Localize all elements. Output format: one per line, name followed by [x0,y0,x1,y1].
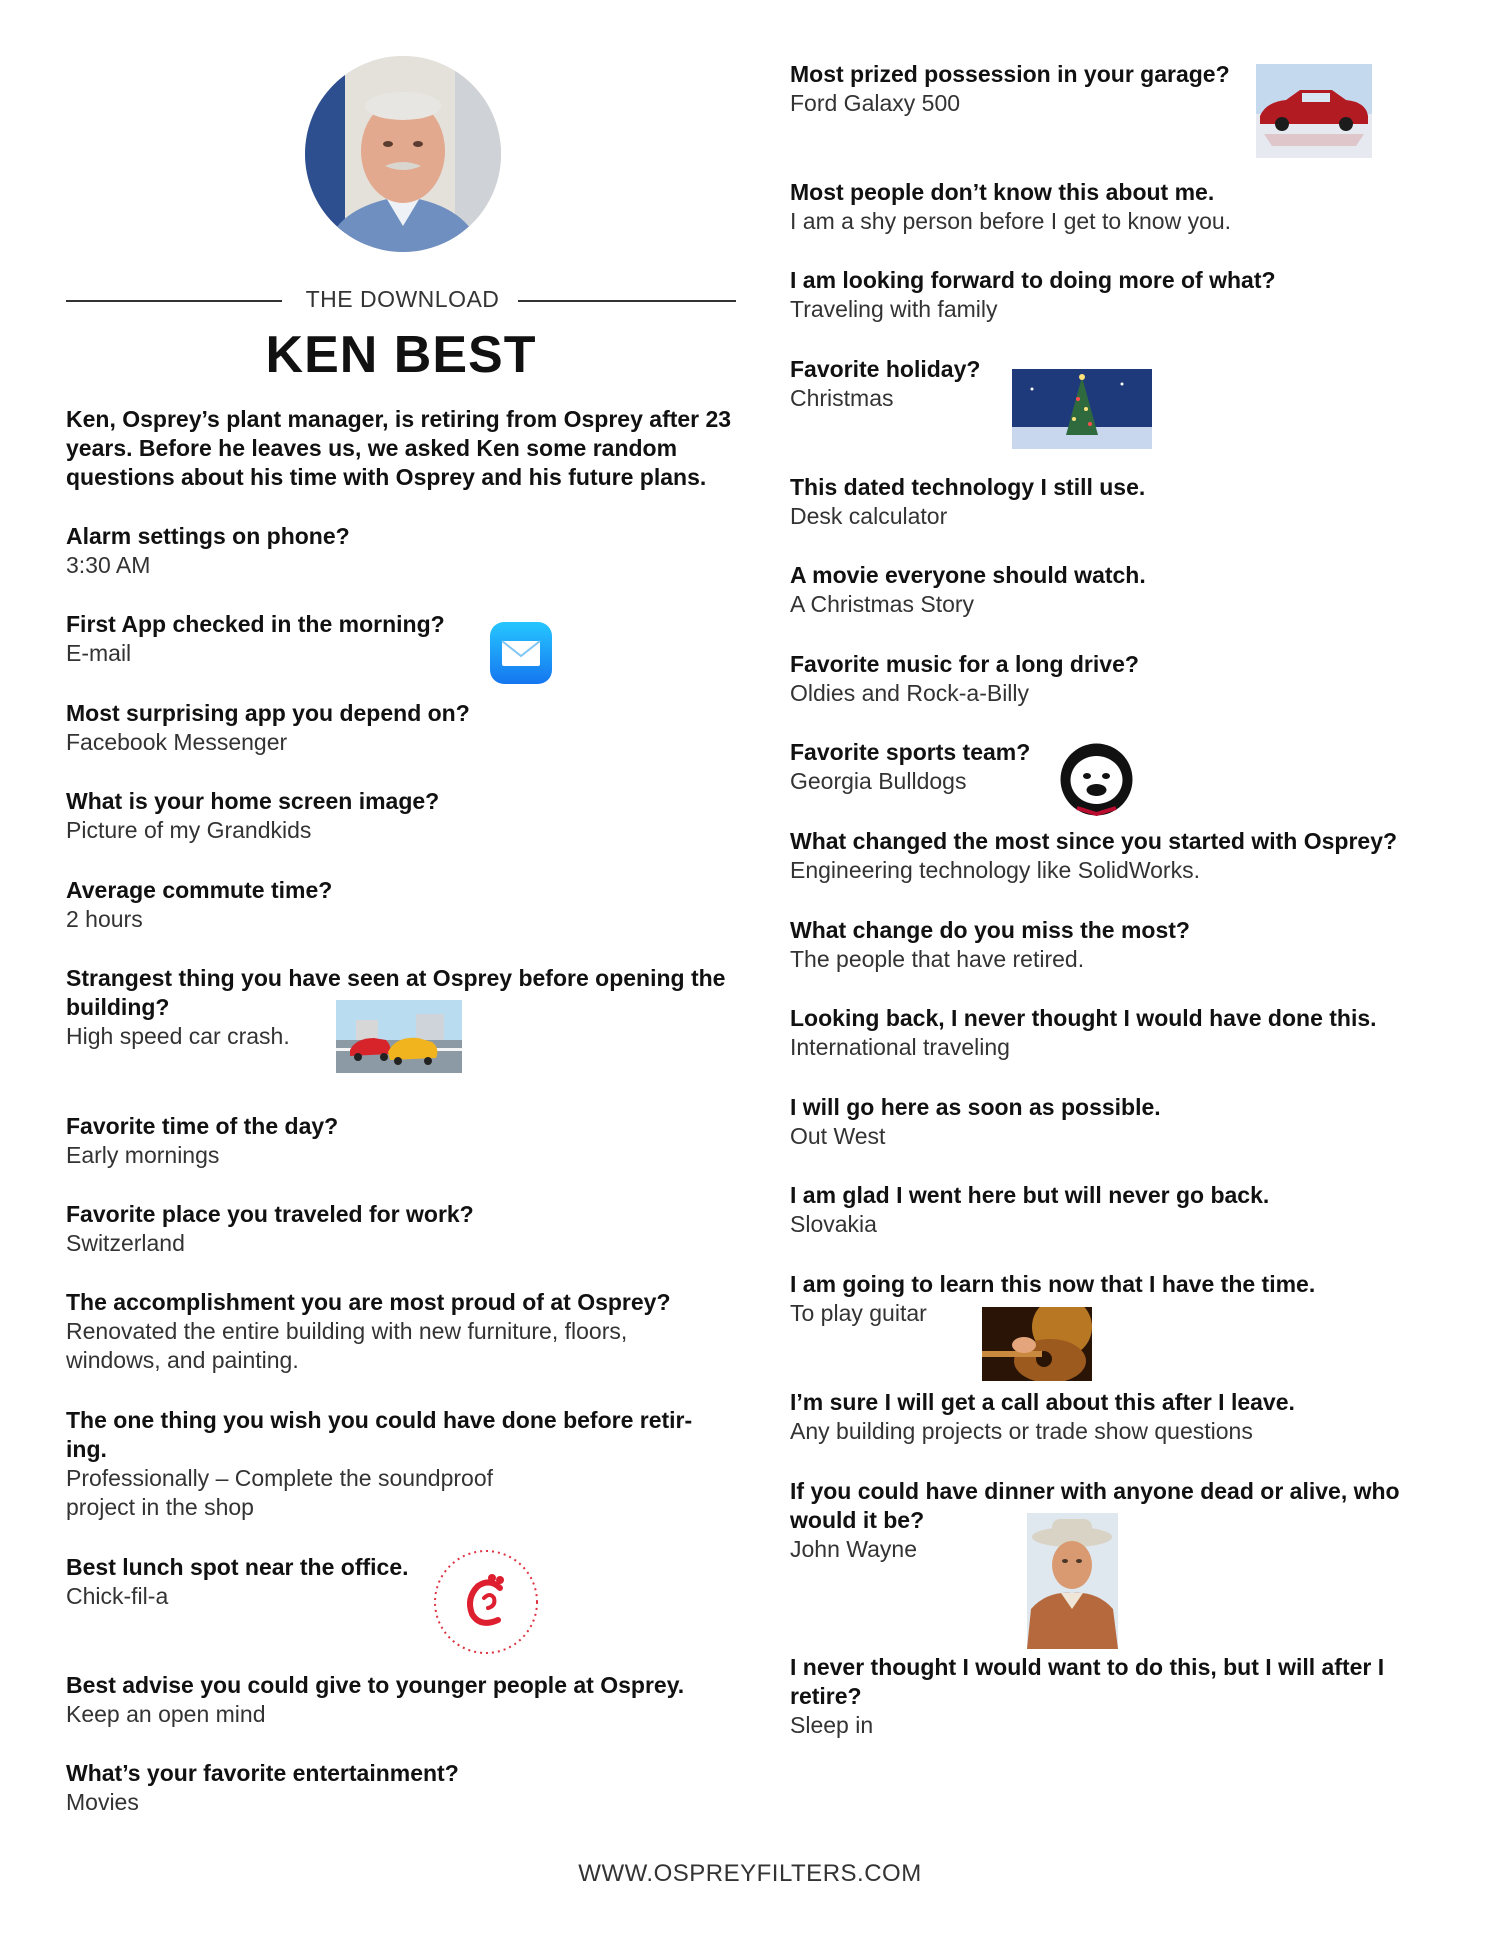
qa-item [66,1288,716,1375]
question: What changed the most since you started with Osprey? [790,828,1398,854]
answer: Facebook Messenger [66,729,288,755]
answer: I am a shy person before I get to know you. [790,208,1232,234]
question: I am looking forward to doing more of what? [790,267,1276,293]
answer: International traveling [790,1034,1010,1060]
answer: Professionally – Complete the soundproof project in the shop [66,1465,494,1520]
question: Favorite place you traveled for work? [66,1201,474,1227]
qa-item [66,1671,756,1729]
answer: Keep an open mind [66,1701,266,1727]
qa-item [66,610,746,668]
answer: Renovated the entire building with new furniture, floors, windows, and painting. [66,1318,628,1373]
question: Favorite time of the day? [66,1113,339,1139]
answer: Engineering technology like SolidWorks. [790,857,1200,883]
qa-item [790,1004,1470,1062]
qa-item [66,522,746,580]
john-wayne-image [1027,1513,1118,1649]
answer: Traveling with family [790,296,998,322]
qa-item [790,561,1450,619]
qa-item [790,1653,1425,1740]
question: I’m sure I will get a call about this after I leave. [790,1389,1295,1415]
qa-item [790,916,1450,974]
header-rule-right [518,300,736,302]
question: I am glad I went here but will never go back. [790,1182,1270,1208]
footer-url[interactable]: WWW.OSPREYFILTERS.COM [578,1860,922,1887]
answer: The people that have retired. [790,946,1085,972]
question: A movie everyone should watch. [790,562,1146,588]
question: Best advise you could give to younger people at Osprey. [66,1672,685,1698]
answer: 3:30 AM [66,552,151,578]
question: Average commute time? [66,877,333,903]
answer: A Christmas Story [790,591,975,617]
qa-item [66,1406,731,1522]
portrait-photo [305,56,501,252]
qa-item [66,1200,746,1258]
qa-item [66,699,746,757]
question: What is your home screen image? [66,788,440,814]
guitar-image [982,1307,1092,1381]
answer: Ford Galaxy 500 [790,90,961,116]
question: Most surprising app you depend on? [66,700,470,726]
page-title: KEN BEST [265,326,537,384]
section-kicker: THE DOWNLOAD [305,286,500,312]
qa-item [790,650,1450,708]
question: Favorite sports team? [790,739,1031,765]
question: The one thing you wish you could have done before retir-ing. [66,1407,693,1462]
question: Favorite music for a long drive? [790,651,1139,677]
car-crash-image [336,1000,462,1073]
answer: Georgia Bulldogs [790,768,967,794]
answer: Picture of my Grandkids [66,817,312,843]
answer: Early mornings [66,1142,220,1168]
answer: Christmas [790,385,894,411]
answer: John Wayne [790,1536,917,1562]
qa-item [66,876,746,934]
question: What’s your favorite entertainment? [66,1760,459,1786]
header-rule-left [66,300,282,302]
qa-item [66,1112,746,1170]
question: I am going to learn this now that I have the time. [790,1271,1316,1297]
question: If you could have dinner with anyone dead or alive, who would it be? [790,1478,1400,1533]
answer: Oldies and Rock-a-Billy [790,680,1030,706]
answer: To play guitar [790,1300,927,1326]
question: I will go here as soon as possible. [790,1094,1161,1120]
qa-item [66,1759,746,1817]
answer: Out West [790,1123,886,1149]
intro-paragraph: Ken, Osprey’s plant manager, is retiring from Osprey after 23 years. Before he leaves us, we asked Ken some random questions about his time with Osprey and his future plans. [66,406,732,490]
question: This dated technology I still use. [790,474,1146,500]
answer: E-mail [66,640,132,666]
answer: High speed car crash. [66,1023,290,1049]
question: I never thought I would want to do this, but I will after I retire? [790,1654,1385,1709]
answer: Movies [66,1789,139,1815]
question: Favorite holiday? [790,356,981,382]
christmas-tree-image [1012,369,1152,449]
question: Strangest thing you have seen at Osprey before opening the building? [66,965,726,1020]
question: Most prized possession in your garage? [790,61,1230,87]
qa-item [790,1093,1450,1151]
question: The accomplishment you are most proud of at Osprey? [66,1289,671,1315]
question: Alarm settings on phone? [66,523,350,549]
qa-item [790,1181,1450,1239]
qa-item [790,473,1450,531]
question: First App checked in the morning? [66,611,445,637]
qa-item [790,266,1450,324]
chick-fil-a-logo [432,1548,540,1656]
answer: 2 hours [66,906,143,932]
georgia-bulldogs-logo [1057,740,1136,819]
answer: Switzerland [66,1230,185,1256]
answer: Slovakia [790,1211,877,1237]
mail-app-icon [490,622,552,684]
question: Best lunch spot near the office. [66,1554,409,1580]
qa-item [790,178,1450,236]
qa-item [66,787,746,845]
qa-item [790,1270,1450,1328]
answer: Any building projects or trade show questions [790,1418,1253,1444]
answer: Sleep in [790,1712,874,1738]
question: Most people don’t know this about me. [790,179,1215,205]
qa-item [66,1553,746,1611]
answer: Desk calculator [790,503,948,529]
qa-item [790,827,1470,885]
qa-item [790,1388,1450,1446]
answer: Chick-fil-a [66,1583,169,1609]
ford-galaxy-image [1256,64,1372,158]
question: What change do you miss the most? [790,917,1190,943]
question: Looking back, I never thought I would have done this. [790,1005,1377,1031]
